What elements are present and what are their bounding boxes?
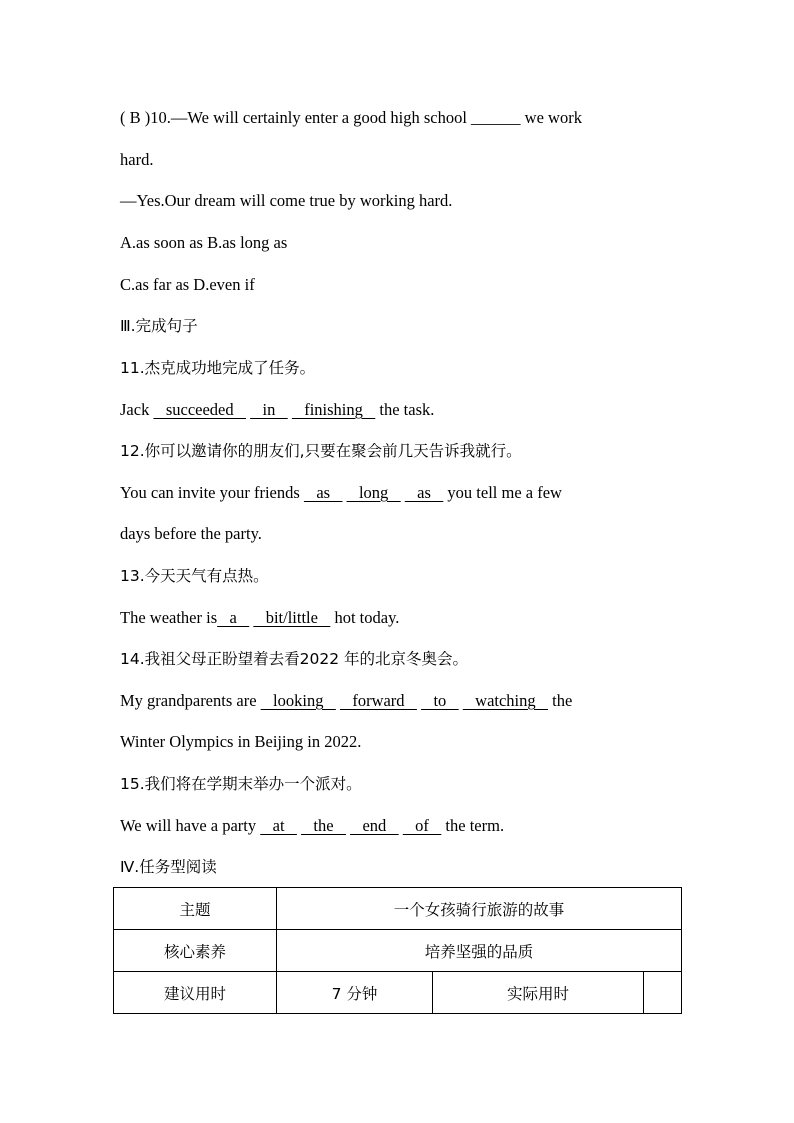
table-row	[114, 972, 682, 1014]
answer-blank: succeeded	[153, 400, 246, 419]
text-segment: We will have a party	[120, 816, 261, 835]
reading-info-table	[113, 887, 682, 1014]
text-segment: the term.	[441, 816, 505, 835]
q15-answer-line	[120, 816, 504, 836]
answer-blank: end	[350, 816, 399, 835]
q10-options-ab: A.as soon as B.as long as	[120, 233, 288, 252]
actual-label-cell: 实际用时	[433, 972, 644, 1014]
q12-answer-line	[120, 483, 562, 503]
q14-answer-line	[120, 691, 572, 711]
text-segment: You can invite your friends	[120, 483, 304, 502]
answer-blank: as	[404, 483, 444, 502]
text-segment: the	[548, 691, 573, 710]
q10-options-cd: C.as far as D.even if	[120, 275, 255, 294]
q15-prompt: 15.我们将在学期末举办一个派对。	[120, 775, 362, 793]
table-row	[114, 930, 682, 972]
q11-prompt: 11.杰克成功地完成了任务。	[120, 359, 316, 377]
answer-blank: as	[303, 483, 343, 502]
text-segment: hot today.	[330, 608, 400, 627]
time-label-cell: 建议用时	[114, 972, 277, 1014]
text-segment: the task.	[375, 400, 435, 419]
answer-blank: a	[217, 608, 250, 627]
answer-blank: bit/little	[253, 608, 331, 627]
answer-blank: looking	[260, 691, 336, 710]
answer-blank: at	[260, 816, 297, 835]
text-segment: Jack	[120, 400, 154, 419]
answer-blank: watching	[462, 691, 549, 710]
core-label-cell: 核心素养	[114, 930, 277, 972]
answer-blank: finishing	[291, 400, 376, 419]
q11-answer-line	[120, 400, 434, 420]
core-value-cell: 培养坚强的品质	[277, 930, 682, 972]
text-segment: you tell me a few	[443, 483, 562, 502]
answer-blank: forward	[339, 691, 417, 710]
time-value-cell: 7 分钟	[277, 972, 433, 1014]
text-segment: The weather is	[120, 608, 218, 627]
answer-blank: in	[250, 400, 288, 419]
answer-blank: to	[421, 691, 459, 710]
theme-value-cell: 一个女孩骑行旅游的故事	[277, 888, 682, 930]
section-4-heading: Ⅳ.任务型阅读	[120, 858, 217, 876]
answer-blank: long	[346, 483, 401, 502]
actual-value-cell[interactable]	[644, 972, 682, 1014]
theme-label-cell: 主题	[114, 888, 277, 930]
q13-prompt: 13.今天天气有点热。	[120, 567, 269, 585]
q10-stem-cont: hard.	[120, 150, 154, 169]
section-3-heading: Ⅲ.完成句子	[120, 317, 198, 335]
q12-prompt: 12.你可以邀请你的朋友们,只要在聚会前几天告诉我就行。	[120, 442, 522, 460]
answer-blank: of	[402, 816, 442, 835]
q14-prompt: 14.我祖父母正盼望着去看2022 年的北京冬奥会。	[120, 650, 469, 668]
q14-answer-cont: Winter Olympics in Beijing in 2022.	[120, 732, 362, 751]
q10-reply: —Yes.Our dream will come true by working hard.	[120, 191, 453, 210]
q10-stem: ( B )10.—We will certainly enter a good high school ______ we work	[120, 108, 582, 127]
text-segment: My grandparents are	[120, 691, 261, 710]
answer-blank: the	[301, 816, 346, 835]
table-row	[114, 888, 682, 930]
q13-answer-line	[120, 608, 399, 628]
q12-answer-cont: days before the party.	[120, 524, 262, 543]
